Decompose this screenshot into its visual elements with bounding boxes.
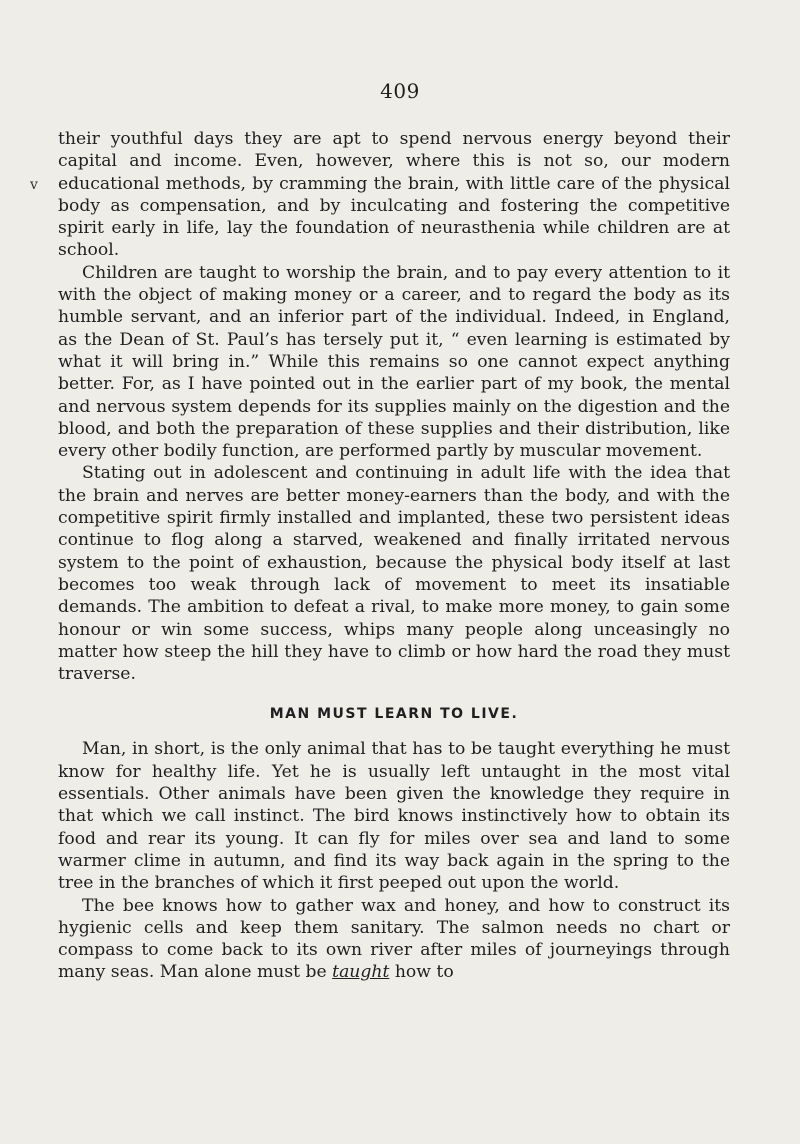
paragraph: their youthful days they are apt to spend nervous energy beyond their capital and income. Even, however, where this is not so, our modern educational methods, by cramming the brain, with little care of the physical body as compensation, and by inculcating and fostering the competitive spirit early in life, lay the foundation of neurasthenia while children are at school. [58,129,730,261]
page-body [58,128,730,984]
section-heading: MAN MUST LEARN TO LIVE. [269,706,519,723]
paragraph: Man, in short, is the only animal that has to be taught everything he must know for healthy life. Yet he is usually left untaught in the most vital essentials. Other animals have been given the knowledge they require in that which we call instinct. The bird knows instinctively how to obtain its food and rear its young. It can fly for miles over sea and land to some warmer clime in autumn, and find its way back again in the spring to the tree in the branches of which it first peeped out upon the world. [58,739,730,894]
paragraph [58,895,730,984]
paragraph-tail: how to [389,962,454,983]
emphasis-word: taught [332,962,390,983]
paragraph: Stating out in adolescent and continuing in adult life with the idea that the brain and nerves are better money-earners than the body, and with the competitive spirit firmly installed and implanted, these two persistent ideas continue to flog along a starved, weakened and finally irritated nervous system to the point of exhaustion, because the physical body itself at last becomes too weak through lack of movement to meet its insatiable demands. The ambition to defeat a rival, to make more money, to gain some honour or win some success, whips many people along unceasingly no matter how steep the hill they have to climb or how hard the road they must traverse. [58,463,730,685]
paragraph: Children are taught to worship the brain, and to pay every attention to it with the object of making money or a career, and to regard the body as its humble servant, and an inferior part of the individual. Indeed, in England, as the Dean of St. Paul’s has tersely put it, “ even learning is estimated by what it will bring in.” While this remains so one cannot expect anything better. For, as I have pointed out in the earlier part of my book, the mental and nervous system depends for its supplies mainly on the digestion and the blood, and both the preparation of these supplies and their distribution, like every other bodily function, are performed partly by muscular movement. [58,262,730,462]
paragraph-text: The bee knows how to gather wax and honey, and how to construct its hygienic cells and keep them sanitary. The salmon needs no chart or compass to come back to its own river after miles of journeyings through many seas. Man alone must be [58,895,730,983]
page-number: 409 [380,79,420,103]
margin-mark: v [30,177,38,193]
